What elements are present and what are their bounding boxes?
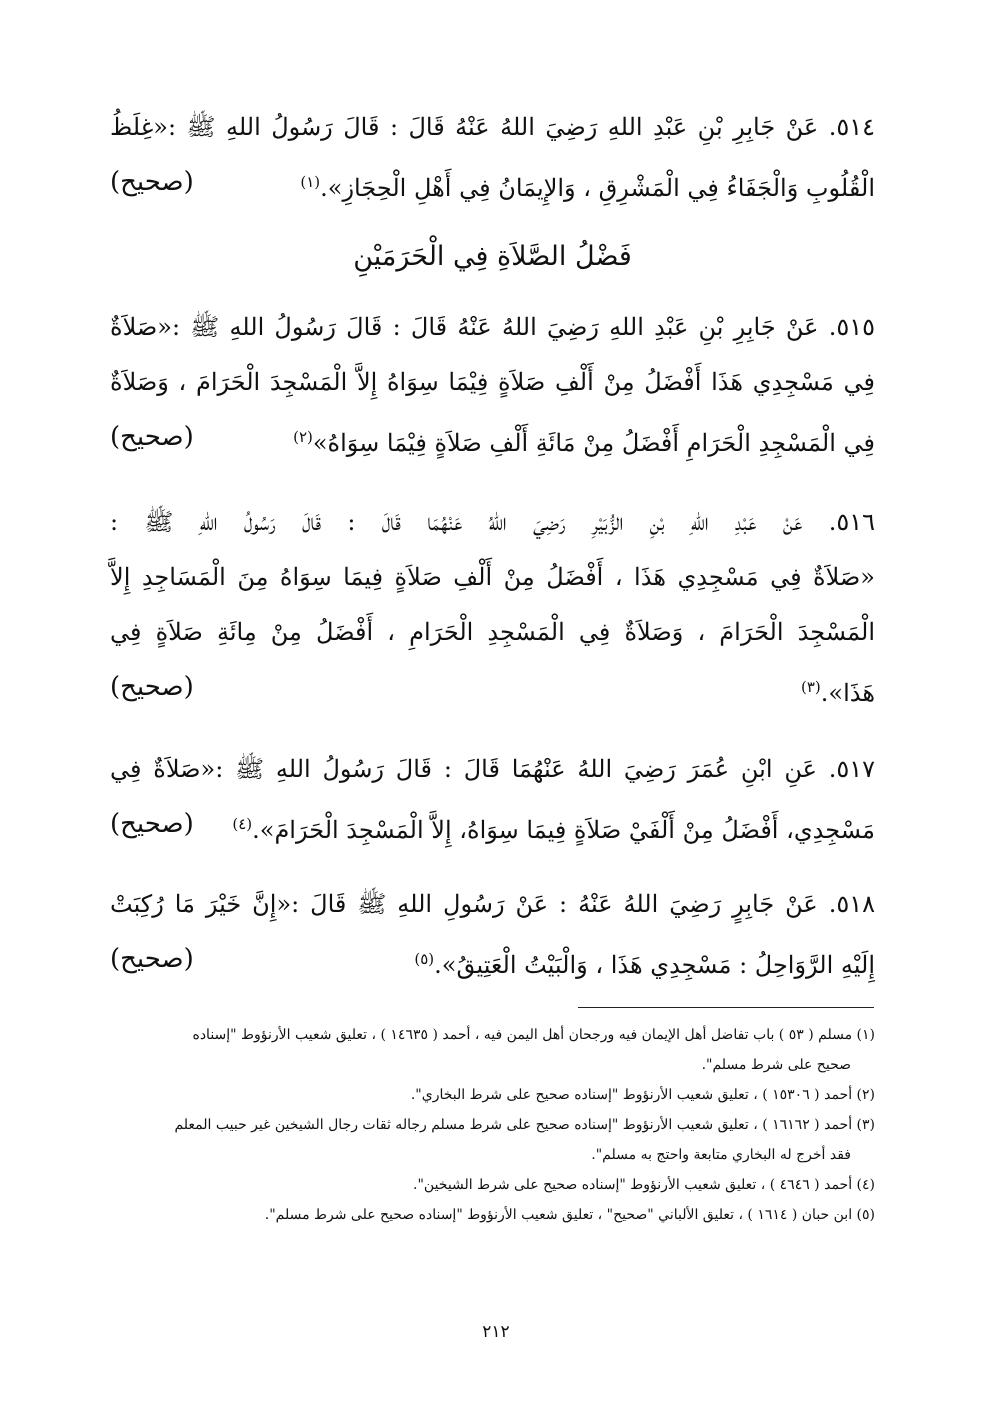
footnote-text: (١) مسلم ( ٥٣ ) باب تفاضل أهل الإيمان فيه ورجحان أهل اليمن فيه ، أحمد ( ١٤٦٣٥ ) ، تعليق شعيب الأرنؤوط "إسناده	[192, 1027, 875, 1043]
footnote-text: (٢) أحمد ( ١٥٣٠٦ ) ، تعليق شعيب الأرنؤوط "إسناده صحيح على شرط البخاري".	[410, 1087, 875, 1103]
footnote-1	[110, 1020, 875, 1080]
grade-label: (صحيح)	[110, 944, 194, 974]
page-number: ٢١٢	[482, 1322, 510, 1342]
footnote-ref: (٥)	[414, 950, 435, 968]
footnote-ref: (٣)	[800, 678, 821, 696]
hadith-line: الْمَسْجِدَ الْحَرَامَ ، وَصَلاَةٌ فِي الْمَسْجِدِ الْحَرَامِ ، أَفْضَلُ مِنْ مِائَةِ صَلاَةٍ فِي	[110, 618, 875, 646]
hadith-line	[110, 797, 875, 852]
hadith-line: ٥١٧. عَنِ ابْنِ عُمَرَ رَضِيَ اللهُ عَنْهُمَا قَالَ : قَالَ رَسُولُ اللهِ ﷺ :«صَلاَةٌ فِي	[110, 755, 875, 783]
grade-label: (صحيح)	[110, 422, 194, 452]
hadith-line	[110, 410, 875, 465]
hadith-line-text: إِلَيْهِ الرَّوَاحِلُ : مَسْجِدِي هَذَا ، وَالْبَيْتُ الْعَتِيقُ».	[434, 951, 875, 979]
footnote-text: (٣) أحمد ( ١٦١٦٢ ) ، تعليق شعيب الأرنؤوط "إسناده صحيح على شرط مسلم رجاله ثقات رجال الشيخين غير حبيب المعلم	[174, 1117, 875, 1133]
footnote-text-continued: فقد أخرج له البخاري متابعة واحتج به مسلم".	[591, 1147, 851, 1163]
grade-label: (صحيح)	[110, 809, 194, 839]
hadith-line: ٥١٨. عَنْ جَابِرٍ رَضِيَ اللهُ عَنْهُ : عَنْ رَسُولِ اللهِ ﷺ قَالَ :«إِنَّ خَيْرَ مَا رُكِبَتْ	[110, 890, 875, 918]
hadith-515	[110, 300, 875, 465]
footnote-5	[110, 1200, 875, 1230]
footnote-text: (٥) ابن حبان ( ١٦١٤ ) ، تعليق الألباني "صحيح" ، تعليق شعيب الأرنؤوط "إسناده صحيح على شرط مسلم".	[264, 1207, 875, 1223]
footnote-4	[110, 1170, 875, 1200]
footnote-text: (٤) أحمد ( ٤٦٤٦ ) ، تعليق شعيب الأرنؤوط "إسناده صحيح على شرط الشيخين".	[413, 1177, 875, 1193]
hadith-line: ٥١٤. عَنْ جَابِرِ بْنِ عَبْدِ اللهِ رَضِيَ اللهُ عَنْهُ قَالَ : قَالَ رَسُولُ اللهِ ﷺ :«غِلَظُ	[110, 113, 876, 141]
section-title: فَضْلُ الصَّلاَةِ فِي الْحَرَمَيْنِ	[353, 241, 632, 272]
hadith-line: ٥١٥. عَنْ جَابِرِ بْنِ عَبْدِ اللهِ رَضِيَ اللهُ عَنْهُ قَالَ : قَالَ رَسُولُ اللهِ ﷺ :«صَلاَةٌ	[110, 313, 875, 341]
hadith-517	[110, 742, 875, 852]
hadith-518	[110, 877, 875, 987]
hadith-line	[110, 155, 875, 210]
footnote-text-continued: صحيح على شرط مسلم".	[701, 1057, 851, 1073]
hadith-line-text: الْقُلُوبِ وَالْجَفَاءُ فِي الْمَشْرِقِ ، وَالإِيمَانُ فِي أَهْلِ الْحِجَازِ».	[320, 174, 875, 202]
hadith-516	[110, 495, 875, 715]
hadith-514	[110, 100, 875, 210]
hadith-line: ٥١٦. عَنْ عَبْدِ اللهِ بْنِ الزُّبَيْرِ رَضِيَ اللهُ عَنْهُمَا قَالَ : قَالَ رَسُولُ اللهِ ﷺ :	[110, 508, 875, 536]
hadith-line: فِي مَسْجِدِي هَذَا أَفْضَلُ مِنْ أَلْفِ صَلاَةٍ فِيْمَا سِوَاهُ إِلاَّ الْمَسْجِدَ الْحَرَامَ ، وَصَلاَةٌ	[110, 368, 876, 396]
footnote-2	[110, 1080, 875, 1110]
grade-label: (صحيح)	[110, 672, 194, 702]
hadith-line	[110, 660, 875, 715]
footnote-ref: (٢)	[293, 428, 313, 446]
hadith-line	[110, 932, 875, 987]
hadith-line-text: مَسْجِدِي، أَفْضَلُ مِنْ أَلْفَيْ صَلاَةٍ فِيمَا سِوَاهُ، إِلاَّ الْمَسْجِدَ الْحَرَامَ».	[252, 816, 875, 844]
grade-label: (صحيح)	[110, 167, 194, 197]
footnote-ref: (٤)	[232, 815, 253, 833]
footnote-3	[110, 1110, 875, 1170]
hadith-line: «صَلاَةٌ فِي مَسْجِدِي هَذَا ، أَفْضَلُ مِنْ أَلْفِ صَلاَةٍ فِيمَا سِوَاهُ مِنَ الْمَسَاجِدِ إِلاَّ	[110, 563, 875, 591]
footnotes	[110, 1020, 875, 1230]
hadith-line-text: هَذَا».	[820, 679, 875, 707]
footnote-ref: (١)	[300, 173, 321, 191]
footnote-divider	[578, 1007, 874, 1008]
hadith-line-text: فِي الْمَسْجِدِ الْحَرَامِ أَفْضَلُ مِنْ مَائَةِ أَلْفِ صَلاَةٍ فِيْمَا سِوَاهُ»	[312, 429, 875, 457]
